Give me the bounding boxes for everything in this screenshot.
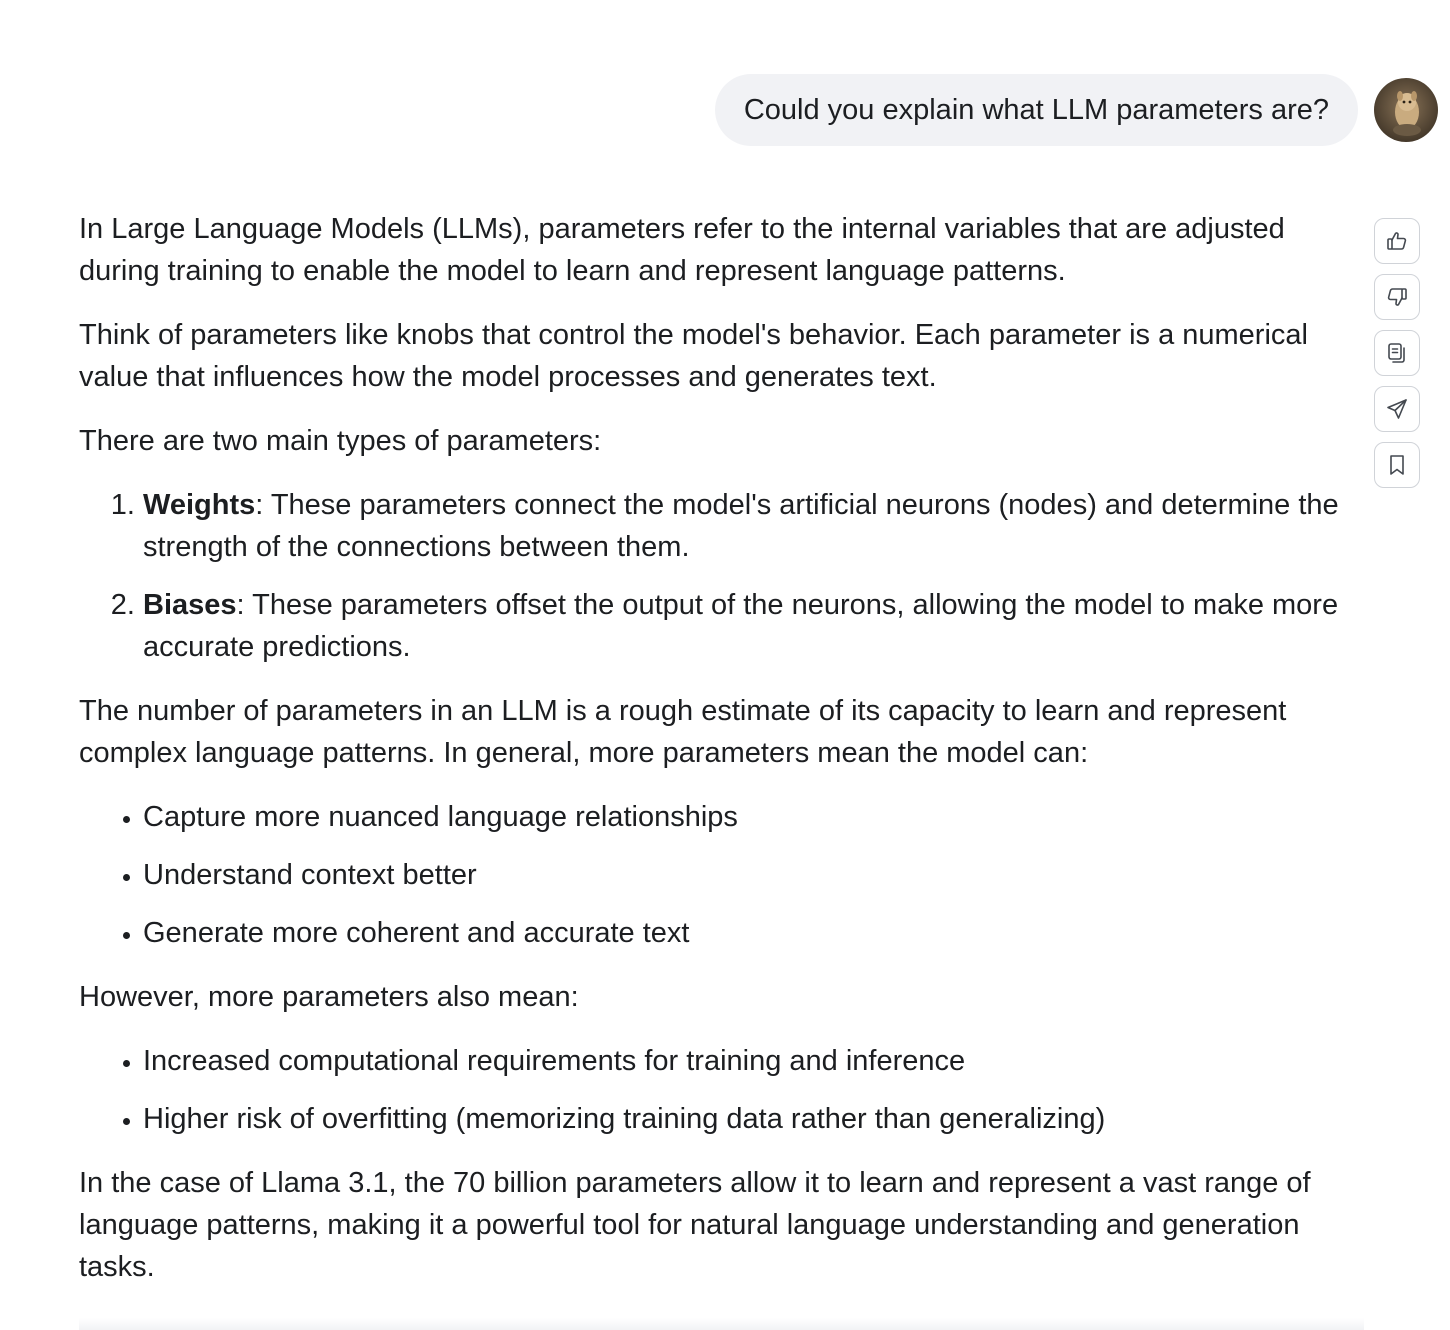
thumbs-down-icon xyxy=(1385,285,1409,309)
answer-capacity-text: The number of parameters in an LLM is a rough estimate of its capacity to learn and represent complex language patterns. In general, more parameters mean the model can: xyxy=(79,695,1287,769)
composer-edge xyxy=(79,1318,1364,1330)
assistant-answer xyxy=(79,208,1364,1310)
list-item: • Understand context better xyxy=(143,854,1364,896)
thumbs-up-icon xyxy=(1385,229,1409,253)
list-item: • Capture more nuanced language relationships xyxy=(143,796,1364,838)
copy-button[interactable] xyxy=(1374,330,1420,376)
share-button[interactable] xyxy=(1374,386,1420,432)
thumbs-up-button[interactable] xyxy=(1374,218,1420,264)
term-biases: Biases xyxy=(143,589,237,621)
bookmark-icon xyxy=(1385,453,1409,477)
thumbs-down-button[interactable] xyxy=(1374,274,1420,320)
user-avatar[interactable] xyxy=(1374,78,1438,142)
tradeoffs-list xyxy=(79,1040,1364,1140)
list-item: • Generate more coherent and accurate text xyxy=(143,912,1364,954)
message-actions xyxy=(1374,218,1420,488)
copy-icon xyxy=(1385,341,1409,365)
term-description: : These parameters connect the model's artificial neurons (nodes) and determine the strength of the connections between them. xyxy=(143,489,1339,563)
share-icon xyxy=(1385,397,1409,421)
list-item xyxy=(143,584,1364,668)
list-item: • Higher risk of overfitting (memorizing training data rather than generalizing) xyxy=(143,1098,1364,1140)
answer-types-heading: There are two main types of parameters: xyxy=(79,425,602,457)
parameter-types-list xyxy=(79,484,1364,668)
user-message-row xyxy=(715,74,1438,146)
term-weights: Weights xyxy=(143,489,256,521)
answer-analogy: Think of parameters like knobs that control the model's behavior. Each parameter is a numerical value that influences how the model processes and generates text. xyxy=(79,319,1308,393)
list-item: • Increased computational requirements for training and inference xyxy=(143,1040,1364,1082)
answer-conclusion: In the case of Llama 3.1, the 70 billion parameters allow it to learn and represent a vast range of language patterns, making it a powerful tool for natural language understanding and generation tasks. xyxy=(79,1167,1311,1283)
answer-intro: In Large Language Models (LLMs), parameters refer to the internal variables that are adjusted during training to enable the model to learn and represent language patterns. xyxy=(79,213,1285,287)
bookmark-button[interactable] xyxy=(1374,442,1420,488)
user-message-bubble: Could you explain what LLM parameters are? xyxy=(715,74,1358,146)
term-description: : These parameters offset the output of the neurons, allowing the model to make more accurate predictions. xyxy=(143,589,1339,663)
answer-tradeoff-heading: However, more parameters also mean: xyxy=(79,981,579,1013)
list-item xyxy=(143,484,1364,568)
benefits-list xyxy=(79,796,1364,954)
